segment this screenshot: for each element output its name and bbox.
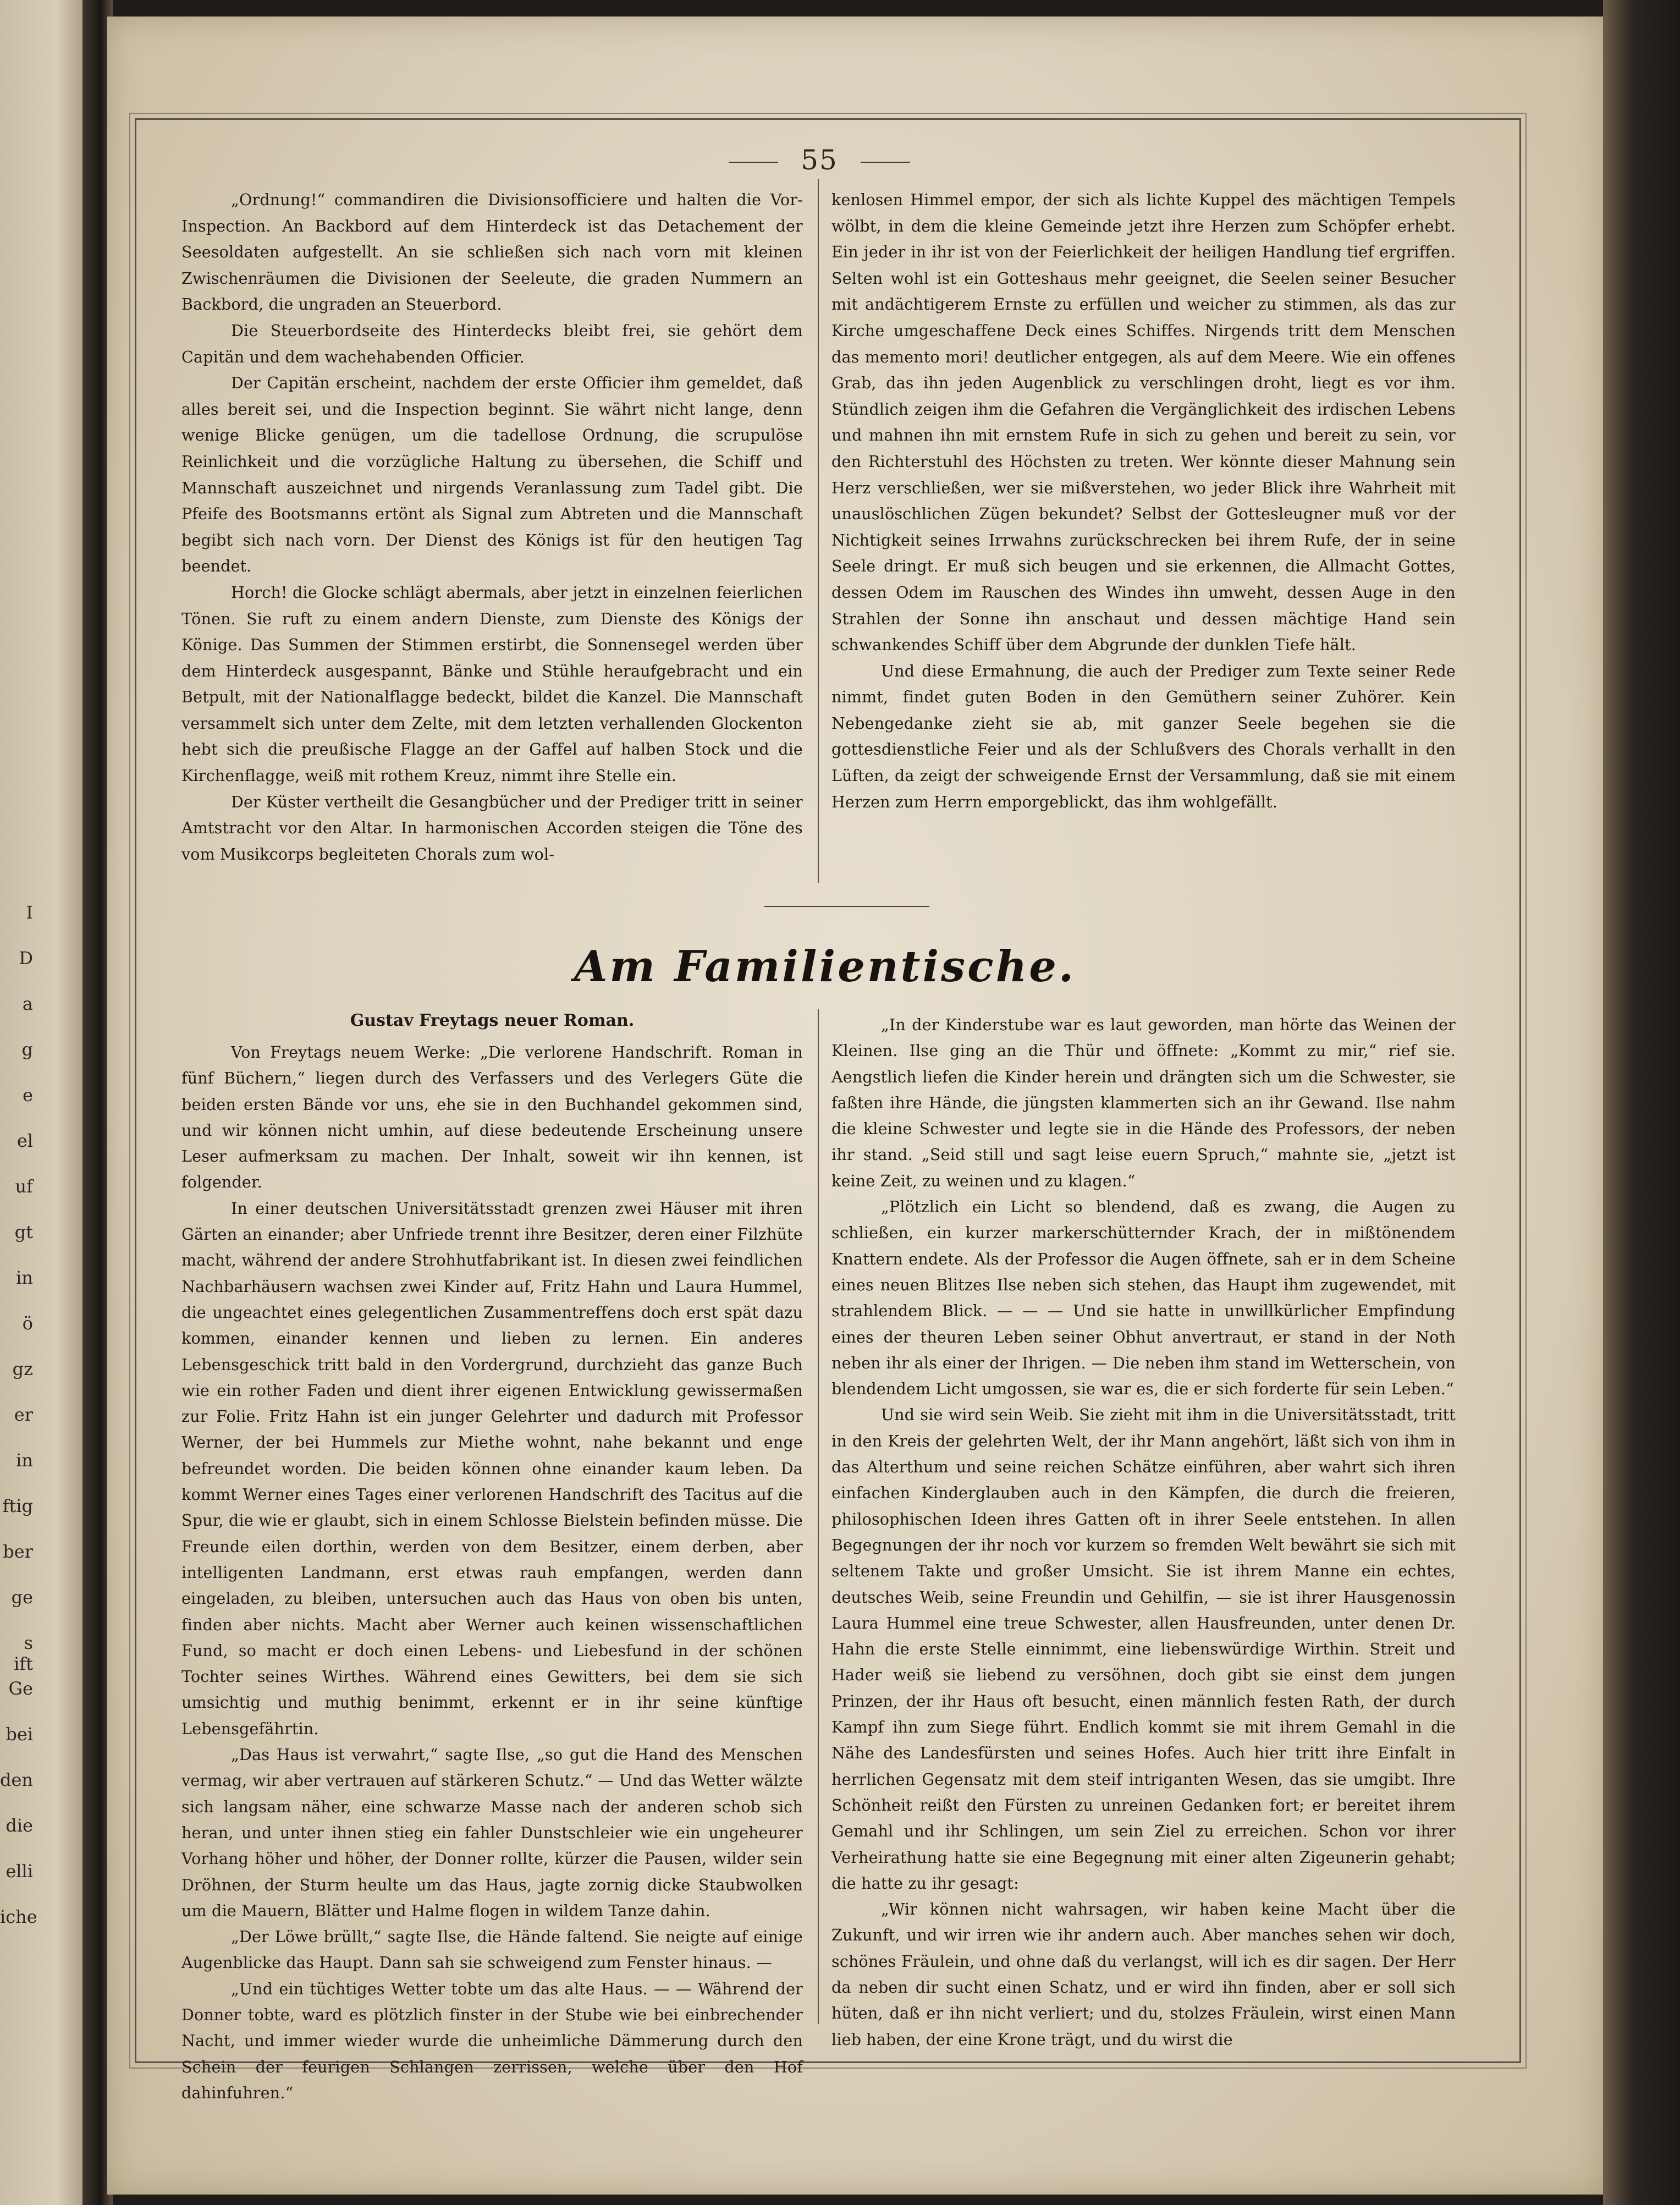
- left-margin-fragment: den: [0, 1769, 34, 1790]
- left-margin-fragment: Ge: [8, 1678, 33, 1699]
- top-right-column: [831, 187, 1456, 815]
- paragraph: „Das Haus ist verwahrt,“ sagte Ilse, „so gut die Hand des Menschen vermag, wir aber vertrauen auf stärkeren Schutz.“ — Und das Wetter wälzte sich langsam näher, eine schwarze Masse nach der anderen schob sich heran, und unter ihnen stieg ein fahler Dunstschleier wie ein ungeheurer Vorhang höher und höher, der Donner rollte, kürzer die Pausen, wilder sein Dröhnen, der Sturm heulte um das Haus, jagte zornig dicke Staubwolken um die Mauern, Blätter und Halme flogen in wildem Tanze dahin.: [181, 1746, 803, 1920]
- paragraph: kenlosen Himmel empor, der sich als lichte Kuppel des mächtigen Tempels wölbt, in dem die kleine Gemeinde jetzt ihre Herzen zum Schöpfer erhebt. Ein jeder in ihr ist von der Feierlichkeit der heiligen Handlung tief ergriffen. Selten wohl ist ein Gotteshaus mehr geeignet, die Seelen seiner Besucher mit andächtigerem Ernste zu erfüllen und weicher zu stimmen, als das zur Kirche umgeschaffene Deck eines Schiffes. Nirgends tritt dem Menschen das memento mori! deutlicher entgegen, als auf dem Meere. Wie ein offenes Grab, das ihn jeden Augenblick zu verschlingen droht, liegt es vor ihm. Stündlich zeigen ihm die Gefahren die Vergänglichkeit des irdischen Lebens und mahnen ihn mit ernstem Rufe in sich zu gehen und bereit zu sein, vor den Richterstuhl des Höchsten zu treten. Wer könnte dieser Mahnung sein Herz verschließen, wer sie mißverstehen, wo jeder Blick ihre Wahrheit mit unauslöschlichen Zügen bekundet? Selbst der Gottesleugner muß vor der Nichtigkeit seines Irrwahns zurückschrecken bei ihrem Rufe, der in seine Seele dringt. Er muß sich beugen und sie erkennen, die Allmacht Gottes, dessen Odem im Rauschen des Windes ihn umweht, dessen Auge in den Strahlen der Sonne ihn anschaut und dessen mächtige Hand sein schwankendes Schiff über dem Abgrunde der dunklen Tiefe hält.: [831, 191, 1456, 655]
- left-margin-fragment: g: [21, 1039, 33, 1060]
- column-divider-bottom: [818, 1009, 819, 2024]
- left-margin-fragment: in: [16, 1450, 33, 1471]
- paragraph: Von Freytags neuem Werke: „Die verlorene Handschrift. Roman in fünf Büchern,“ liegen durch des Verfassers und des Verlegers Güte die beiden ersten Bände vor uns, ehe sie in den Buchhandel gekommen sind, und wir können nicht umhin, auf diese bedeutende Erscheinung unsere Leser aufmerksam zu machen. Der Inhalt, soweit wir ihn kennen, ist folgender.: [181, 1043, 803, 1192]
- left-margin-fragment: D: [19, 948, 33, 969]
- article-left-column: [181, 1040, 803, 2106]
- section-separator-rule: [764, 906, 929, 907]
- paragraph: Horch! die Glocke schlägt abermals, aber jetzt in einzelnen feierlichen Tönen. Sie ruft zu einem andern Dienste, zum Dienste des Königs der Könige. Das Summen der Stimmen erstirbt, die Sonnensegel werden über dem Hinterdeck ausgespannt, Bänke und Stühle heraufgebracht und ein Betpult, mit der Nationalflagge bedeckt, bildet die Kanzel. Die Mannschaft versammelt sich unter dem Zelte, mit dem letzten verhallenden Glockenton hebt sich die preußische Flagge an der Gaffel auf halben Stock und die Kirchenflagge, weiß mit rothem Kreuz, nimmt ihre Stelle ein.: [181, 583, 803, 785]
- section-title: Am Familientische.: [574, 942, 1076, 992]
- left-margin-fragment: I: [26, 902, 33, 923]
- left-margin-fragment: er: [14, 1404, 33, 1425]
- paragraph: „Wir können nicht wahrsagen, wir haben keine Macht über die Zukunft, und wir irren wie ihr andern auch. Aber manches sehen wir doch, schönes Fräulein, und ohne daß du verlangst, will ich es dir sagen. Der Herr da neben dir sucht einen Schatz, und er wird ihn finden, aber er soll sich hüten, daß er ihn nicht verliert; und du, stolzes Fräulein, wirst einen Mann lieb haben, der eine Krone trägt, und du wirst die: [831, 1900, 1456, 2049]
- paragraph: Und diese Ermahnung, die auch der Prediger zum Texte seiner Rede nimmt, findet guten Boden in den Gemüthern seiner Zuhörer. Kein Nebengedanke zieht sie ab, mit ganzer Seele begehen sie die gottesdienstliche Feier und als der Schlußvers des Chorals verhallt in den Lüften, da zeigt der schweigende Ernst der Versammlung, daß sie mit einem Herzen zum Herrn emporgeblickt, das ihm wohlgefällt.: [831, 662, 1456, 811]
- left-margin-fragment: el: [16, 1130, 33, 1151]
- left-margin-fragment: elli: [5, 1861, 33, 1882]
- column-divider-top: [818, 179, 819, 883]
- left-margin-fragment: gt: [14, 1222, 33, 1242]
- left-margin-fragment: uf: [15, 1176, 33, 1197]
- paragraph: „Ordnung!“ commandiren die Divisionsofficiere und halten die Vor-Inspection. An Backbord auf dem Hinterdeck ist das Detachement der Seesoldaten aufgestellt. An sie schließen sich nach vorn mit kleinen Zwischenräumen die Divisionen der Seeleute, die graden Nummern an Backbord, die ungraden an Steuerbord.: [181, 191, 803, 314]
- paragraph: Der Küster vertheilt die Gesangbücher und der Prediger tritt in seiner Amtstracht vor den Altar. In harmonischen Accorden steigen die Töne des vom Musikcorps begleiteten Chorals zum wol-: [181, 793, 803, 864]
- article-heading: Gustav Freytags neuer Roman.: [350, 1011, 635, 1030]
- left-margin-fragment: die: [5, 1815, 33, 1836]
- left-margin-fragment: ge: [11, 1587, 33, 1608]
- left-margin-fragment: gz: [12, 1359, 33, 1379]
- left-margin-fragment: e: [23, 1085, 33, 1106]
- right-page-edge: [1603, 0, 1680, 2205]
- paragraph: Der Capitän erscheint, nachdem der erste Officier ihm gemeldet, daß alles bereit sei, und die Inspection beginnt. Sie währt nicht lange, denn wenige Blicke genügen, um die tadellose Ordnung, die scrupulöse Reinlichkeit und die vorzügliche Haltung zu übersehen, die Schiff und Mannschaft auszeichnet und nirgends Veranlassung zum Tadel gibt. Die Pfeife des Bootsmanns ertönt als Signal zum Abtreten und die Mannschaft begibt sich nach vorn. Der Dienst des Königs ist für den heutigen Tag beendet.: [181, 374, 803, 576]
- article-right-column: [831, 1012, 1456, 2053]
- left-margin-fragment: in: [16, 1267, 33, 1288]
- left-margin-fragment: ber: [3, 1541, 33, 1562]
- left-margin-fragment: bei: [5, 1724, 33, 1745]
- paragraph: Und sie wird sein Weib. Sie zieht mit ihm in die Universitätsstadt, tritt in den Kreis der gelehrten Welt, der ihr Mann angehört, läßt sich von ihm in das Alterthum und seine reichen Schätze einführen, aber wahrt sich ihren einfachen Kinderglauben auch in den Kämpfen, die durch die freieren, philosophischen Ideen ihres Gatten oft in ihrer Seele entstehen. In allen Begegnungen der ihr noch vor kurzem so fremden Welt bewährt sie sich mit seltenem Takte und großer Umsicht. Sie ist ihrem Manne ein echtes, deutsches Weib, seine Freundin und Gehilfin, — sie ist ihrer Hausgenossin Laura Hummel eine treue Schwester, allen Hausfreunden, unter denen Dr. Hahn die erste Stelle einnimmt, eine liebenswürdige Wirthin. Streit und Hader weiß sie liebend zu versöhnen, doch gibt sie einst dem jungen Prinzen, der ihr Haus oft besucht, einen männlich festen Rath, der durch Kampf ihn zum Siege führt. Endlich kommt sie mit ihrem Gemahl in die Nähe des Landesfürsten und seines Hofes. Auch hier tritt ihre Einfalt in herrlichen Gegensatz mit dem steif intriganten Wesen, das sie umgibt. Ihre Schönheit reißt den Fürsten zu unreinen Gedanken fort; er bereitet ihrem Gemahl und ihr Schlingen, um sein Ziel zu erreichen. Schon vor ihrer Verheirathung hatte sie eine Begegnung mit einer alten Zigeunerin gehabt; die hatte zu ihr gesagt:: [831, 1406, 1456, 1893]
- page-number: 55: [781, 144, 858, 176]
- paragraph: „In der Kinderstube war es laut geworden, man hörte das Weinen der Kleinen. Ilse ging an die Thür und öffnete: „Kommt zu mir,“ rief sie. Aengstlich liefen die Kinder herein und drängten sich um die Schwester, sie faßten ihre Hände, die jüngsten klammerten sich an ihr Gewand. Ilse nahm die kleine Schwester und legte sie in die Hände des Professors, der neben ihr stand. „Seid still und sagt leise euern Spruch,“ mahnte sie, „jetzt ist keine Zeit, zu weinen und zu klagen.“: [831, 1016, 1456, 1190]
- paragraph: In einer deutschen Universitätsstadt grenzen zwei Häuser mit ihren Gärten an einander; aber Unfriede trennt ihre Besitzer, deren einer Filzhüte macht, während der andere Strohhutfabrikant ist. In diesen zwei feindlichen Nachbarhäusern wachsen zwei Kinder auf, Fritz Hahn und Laura Hummel, die ungeachtet eines gelegentlichen Zusammentreffens doch erst spät dazu kommen, einander kennen und lieben zu lernen. Ein anderes Lebensgeschick tritt bald in den Vordergrund, durchzieht das ganze Buch wie ein rother Faden und dient ihrer eigenen Entwicklung gewissermaßen zur Folie. Fritz Hahn ist ein junger Gelehrter und dadurch mit Professor Werner, der bei Hummels zur Miethe wohnt, nahe bekannt und enge befreundet worden. Die beiden können ohne einander kaum leben. Da kommt Werner eines Tages einer verlorenen Handschrift des Tacitus auf die Spur, die wie er glaubt, sich in einem Schlosse Bielstein befinden müsse. Die Freunde eilen dorthin, werden von dem Besitzer, einem derben, aber intelligenten Landmann, erst etwas rauh empfangen, werden dann eingeladen, zu bleiben, untersuchen auch das Haus von oben bis unten, finden aber nichts. Macht aber Werner auch keinen wissenschaftlichen Fund, so macht er doch einen Lebens- und Liebesfund in der schönen Tochter seines Wirthes. Während eines Gewitters, bei dem sie sich umsichtig und muthig benimmt, erkennt er in ihr seine künftige Lebensgefährtin.: [181, 1199, 803, 1738]
- paragraph: „Der Löwe brüllt,“ sagte Ilse, die Hände faltend. Sie neigte auf einige Augenblicke das Haupt. Dann sah sie schweigend zum Fenster hinaus. —: [181, 1928, 803, 1972]
- left-margin-fragment: a: [22, 993, 33, 1014]
- paragraph: „Plötzlich ein Licht so blendend, daß es zwang, die Augen zu schließen, ein kurzer markerschütternder Krach, der in mißtönendem Knattern endete. Als der Professor die Augen öffnete, sah er in dem Scheine eines neuen Blitzes Ilse neben sich stehen, das Haupt ihm zugewendet, mit strahlendem Blick. — — — Und sie hatte in unwillkürlicher Empfindung eines der theuren Leben seiner Obhut anvertraut, er stand in der Noth neben ihr als einer der Ihrigen. — Die neben ihm stand im Wetterschein, von blendendem Licht umgossen, sie war es, die er sich forderte für sein Leben.“: [831, 1198, 1456, 1399]
- paragraph: Die Steuerbordseite des Hinterdecks bleibt frei, sie gehört dem Capitän und dem wachehabenden Officier.: [181, 321, 803, 366]
- paragraph: „Und ein tüchtiges Wetter tobte um das alte Haus. — — Während der Donner tobte, ward es plötzlich finster in der Stube wie bei einbrechender Nacht, und immer wieder wurde die unheimliche Dämmerung durch den Schein der feurigen Schlangen zerrissen, welche über den Hof dahinfuhren.“: [181, 1979, 803, 2102]
- top-left-column: [181, 187, 803, 867]
- left-margin-fragment: ö: [22, 1313, 33, 1334]
- left-margin-fragment: iche: [0, 1906, 37, 1927]
- left-margin-fragment: ftig: [2, 1495, 33, 1516]
- left-margin-fragment: s ift: [14, 1632, 33, 1674]
